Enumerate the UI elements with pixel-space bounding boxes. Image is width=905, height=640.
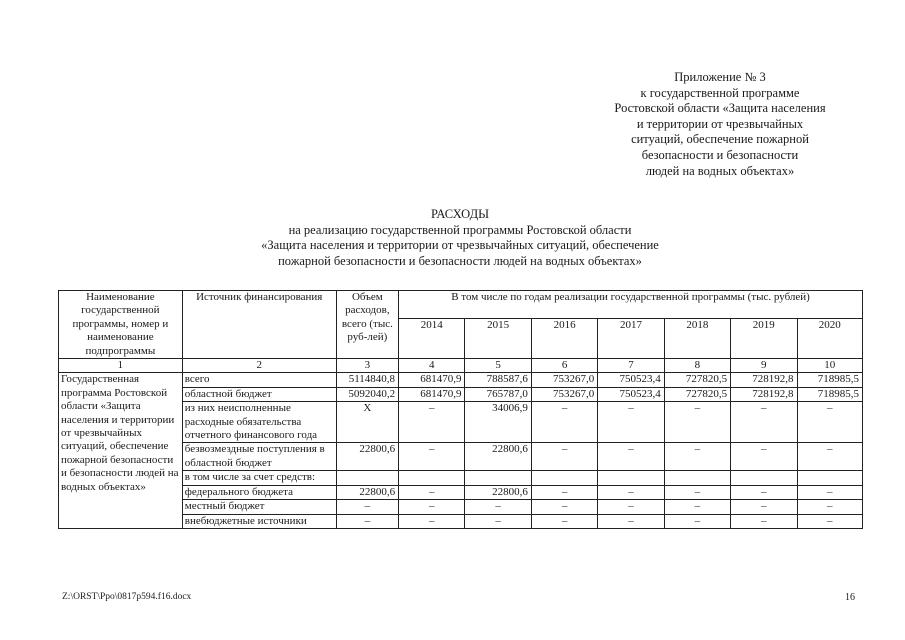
year-cell: 753267,0 (531, 373, 597, 387)
year-cell: – (598, 402, 664, 443)
appendix-line: к государственной программе (640, 85, 800, 100)
title-line: «Защита населения и территории от чрезвычайных ситуаций, обеспечение (261, 238, 659, 252)
header-source: Источник финансирования (182, 291, 336, 359)
column-number: 1 (59, 359, 183, 373)
total-cell (336, 471, 398, 485)
year-cell: – (731, 485, 797, 499)
year-cell: – (664, 443, 730, 471)
year-cell: – (598, 500, 664, 514)
header-name: Наименование государственной программы, номер и наименование подпрограммы (59, 291, 183, 359)
header-total: Объем расходов, всего (тыс. руб-лей) (336, 291, 398, 359)
appendix-line: безопасности и безопасности (641, 147, 799, 162)
header-year: 2017 (598, 319, 664, 359)
year-cell (531, 471, 597, 485)
page-number: 16 (845, 592, 855, 603)
year-cell: – (531, 514, 597, 528)
year-cell: – (598, 485, 664, 499)
year-cell: – (531, 485, 597, 499)
year-cell: – (531, 443, 597, 471)
footer-file-path: Z:\ORST\Ppo\0817p594.f16.docx (62, 592, 192, 602)
column-number-row (59, 359, 863, 373)
title-line: пожарной безопасности и безопасности людей на водных объектах» (278, 253, 642, 268)
column-number: 4 (399, 359, 465, 373)
year-cell: – (399, 402, 465, 443)
source-cell: из них неисполненные расходные обязательства отчетного финансового года (182, 402, 336, 443)
column-number: 9 (731, 359, 797, 373)
year-cell: – (664, 500, 730, 514)
title-heading: РАСХОДЫ (431, 207, 489, 221)
appendix-block (590, 70, 850, 179)
year-cell: – (399, 485, 465, 499)
year-cell: 718985,5 (797, 387, 863, 401)
year-cell (598, 471, 664, 485)
total-cell: 5114840,8 (336, 373, 398, 387)
year-cell: 753267,0 (531, 387, 597, 401)
title-line: на реализацию государственной программы Ростовской области (288, 222, 632, 237)
header-year: 2018 (664, 319, 730, 359)
year-cell: 681470,9 (399, 373, 465, 387)
total-cell: 22800,6 (336, 443, 398, 471)
year-cell (399, 471, 465, 485)
column-number: 2 (182, 359, 336, 373)
header-year: 2016 (531, 319, 597, 359)
year-cell: – (731, 402, 797, 443)
year-cell (465, 471, 531, 485)
header-year: 2019 (731, 319, 797, 359)
year-cell: – (797, 500, 863, 514)
column-number: 3 (336, 359, 398, 373)
year-cell (664, 471, 730, 485)
source-cell: в том числе за счет средств: (182, 471, 336, 485)
total-cell: 22800,6 (336, 485, 398, 499)
source-cell: федерального бюджета (182, 485, 336, 499)
year-cell: – (731, 443, 797, 471)
year-cell: – (731, 500, 797, 514)
total-cell: Х (336, 402, 398, 443)
year-cell: 34006,9 (465, 402, 531, 443)
appendix-line: ситуаций, обеспечение пожарной (631, 132, 809, 147)
year-cell: – (664, 514, 730, 528)
year-cell: – (465, 500, 531, 514)
column-number: 6 (531, 359, 597, 373)
source-cell: безвозмездные поступления в областной бюджет (182, 443, 336, 471)
expenses-table (58, 290, 863, 529)
year-cell: 765787,0 (465, 387, 531, 401)
total-cell: 5092040,2 (336, 387, 398, 401)
year-cell: 750523,4 (598, 373, 664, 387)
year-cell: – (598, 443, 664, 471)
appendix-line: Ростовской области «Защита населения (614, 101, 826, 116)
year-cell: 750523,4 (598, 387, 664, 401)
year-cell: 728192,8 (731, 387, 797, 401)
year-cell: – (399, 443, 465, 471)
year-cell: – (531, 402, 597, 443)
year-cell: – (399, 500, 465, 514)
year-cell: 22800,6 (465, 443, 531, 471)
year-cell: 788587,6 (465, 373, 531, 387)
year-cell: – (797, 514, 863, 528)
total-cell: – (336, 514, 398, 528)
year-cell: 22800,6 (465, 485, 531, 499)
source-cell: внебюджетные источники (182, 514, 336, 528)
year-cell: 681470,9 (399, 387, 465, 401)
year-cell: – (598, 514, 664, 528)
total-cell: – (336, 500, 398, 514)
program-name-cell: Государственная программа Ростовской области «Защита населения и территории от чрезвычайных ситуаций, обеспечение пожарной безопасности и безопасности людей на водных объектах» (59, 373, 183, 528)
column-number: 10 (797, 359, 863, 373)
year-cell: – (465, 514, 531, 528)
appendix-line: Приложение № 3 (674, 70, 766, 84)
header-year: 2015 (465, 319, 531, 359)
document-title (120, 207, 800, 269)
year-cell: – (664, 485, 730, 499)
source-cell: всего (182, 373, 336, 387)
header-year: 2014 (399, 319, 465, 359)
year-cell: 728192,8 (731, 373, 797, 387)
year-cell (731, 471, 797, 485)
appendix-line: людей на водных объектах» (645, 163, 795, 178)
year-cell: – (797, 485, 863, 499)
year-cell: 727820,5 (664, 387, 730, 401)
column-number: 5 (465, 359, 531, 373)
year-cell: – (731, 514, 797, 528)
year-cell: – (399, 514, 465, 528)
column-number: 7 (598, 359, 664, 373)
column-number: 8 (664, 359, 730, 373)
appendix-line: и территории от чрезвычайных (636, 116, 804, 131)
year-cell (797, 471, 863, 485)
year-cell: – (797, 402, 863, 443)
header-year: 2020 (797, 319, 863, 359)
source-cell: областной бюджет (182, 387, 336, 401)
year-cell: – (797, 443, 863, 471)
header-years-group: В том числе по годам реализации государственной программы (тыс. рублей) (399, 291, 863, 319)
table-row (59, 373, 863, 387)
year-cell: – (664, 402, 730, 443)
source-cell: местный бюджет (182, 500, 336, 514)
year-cell: 718985,5 (797, 373, 863, 387)
year-cell: 727820,5 (664, 373, 730, 387)
year-cell: – (531, 500, 597, 514)
